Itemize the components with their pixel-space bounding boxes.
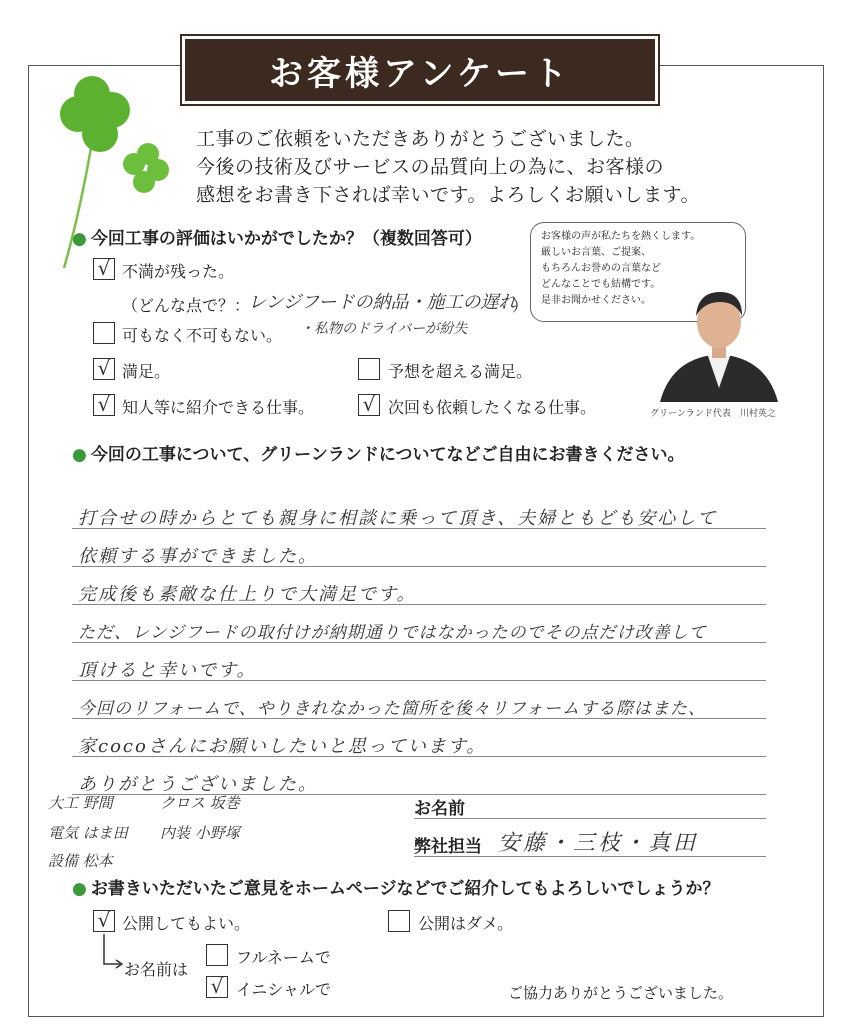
comment-line-3: 完成後も素敵な仕上りで大満足です。 — [78, 584, 417, 605]
staff-note-cloth: クロス 坂巻 — [160, 794, 240, 812]
detail-close: ） — [512, 296, 529, 315]
checkbox-initials[interactable]: √ — [206, 976, 228, 998]
bubble-line: お客様の声が私たちを熱くします。 — [541, 231, 701, 242]
option-neutral-label: 可もなく不可もない。 — [122, 326, 283, 345]
name-label: お名前 — [414, 799, 465, 819]
q2-heading — [72, 440, 684, 465]
option-recommend-label: 知人等に紹介できる仕事。 — [122, 398, 315, 417]
checkbox-satisfied[interactable]: √ — [93, 358, 115, 380]
option-publish-ok-label: 公開してもよい。 — [122, 914, 251, 933]
checkbox-publish-ok[interactable]: √ — [93, 910, 115, 932]
comment-line-5: 頂けると幸いです。 — [78, 660, 257, 681]
staff-label: 弊社担当 — [414, 837, 482, 857]
bubble-line: 是非お聞かせください。 — [541, 295, 651, 306]
name-prefix-label: お名前は — [124, 960, 189, 979]
bubble-line: どんなことでも結構です。 — [541, 279, 661, 290]
q3-heading — [72, 874, 720, 899]
detail-handwriting-1: レンジフードの納品・施工の遅れ — [248, 292, 517, 313]
representative-photo — [650, 276, 788, 402]
intro-line-3: 感想をお書き下されば幸いです。よろしくお願いします。 — [196, 184, 700, 206]
staff-note-electric: 電気 はま田 — [48, 824, 128, 842]
checkbox-fullname[interactable] — [206, 944, 228, 966]
bullet-icon: ● — [72, 879, 87, 899]
bullet-icon: ● — [72, 445, 87, 465]
comment-line-2: 依頼する事ができました。 — [78, 546, 318, 567]
detail-prompt: （どんな点で？： — [122, 296, 251, 315]
small-clover-icon — [112, 140, 176, 204]
staff-handwriting: 安藤・三枝・真田 — [498, 831, 699, 856]
staff-note-carpenter: 大工 野間 — [48, 794, 113, 812]
option-dissatisfied-label: 不満が残った。 — [122, 262, 235, 281]
checkbox-repeat[interactable]: √ — [358, 394, 380, 416]
option-fullname-label: フルネームで — [236, 948, 331, 967]
option-repeat-label: 次回も依頼したくなる仕事。 — [388, 398, 597, 417]
bubble-line: もちろんお誉めの言葉など — [541, 263, 661, 274]
name-line — [414, 818, 766, 819]
option-satisfied-label: 満足。 — [122, 362, 171, 381]
staff-note-interior: 内装 小野塚 — [160, 824, 240, 842]
checkbox-publish-no[interactable] — [388, 910, 410, 932]
option-publish-no-label: 公開はダメ。 — [418, 914, 514, 933]
staff-note-equipment: 設備 松本 — [48, 852, 113, 870]
survey-title: お客様アンケート — [182, 36, 658, 104]
detail-handwriting-2: ・私物のドライバーが紛失 — [300, 321, 468, 337]
q3-heading-text: お書きいただいたご意見をホームページなどでご紹介してもよろしいでしょうか？ — [90, 879, 720, 899]
q1-heading — [72, 224, 482, 249]
comment-line-7: 家cocoさんにお願いしたいと思っています。 — [78, 736, 487, 757]
bubble-line: 厳しいお言葉、ご提案、 — [541, 247, 651, 258]
comment-line-4: ただ、レンジフードの取付けが納期通りではなかったのでその点だけ改善して — [78, 623, 707, 643]
representative-caption: グリーンランド代表 川村英之 — [650, 409, 776, 419]
comment-line-6: 今回のリフォームで、やりきれなかった箇所を後々リフォームする際はまた、 — [78, 699, 706, 719]
checkbox-exceeded[interactable] — [358, 358, 380, 380]
checkbox-recommend[interactable]: √ — [93, 394, 115, 416]
q2-heading-text: 今回の工事について、グリーンランドについてなどご自由にお書きください。 — [90, 445, 685, 465]
bullet-icon: ● — [72, 229, 87, 249]
option-exceeded-label: 予想を超える満足。 — [388, 362, 533, 381]
comment-line-1: 打合せの時からとても親身に相談に乗って頂き、夫婦ともども安心して — [78, 508, 718, 529]
checkbox-dissatisfied[interactable]: √ — [93, 258, 115, 280]
q1-heading-text: 今回工事の評価はいかがでしたか？（複数回答可） — [90, 229, 482, 249]
intro-line-1: 工事のご依頼をいただきありがとうございました。 — [196, 128, 645, 150]
branch-arrow-icon — [100, 934, 124, 970]
comment-line-8: ありがとうございました。 — [78, 774, 318, 795]
option-initials-label: イニシャルで — [236, 980, 332, 999]
intro-line-2: 今後の技術及びサービスの品質向上の為に、お客様の — [196, 156, 665, 178]
staff-line — [414, 856, 766, 857]
checkbox-neutral[interactable] — [93, 322, 115, 344]
thanks-text: ご協力ありがとうございました。 — [508, 984, 734, 1002]
